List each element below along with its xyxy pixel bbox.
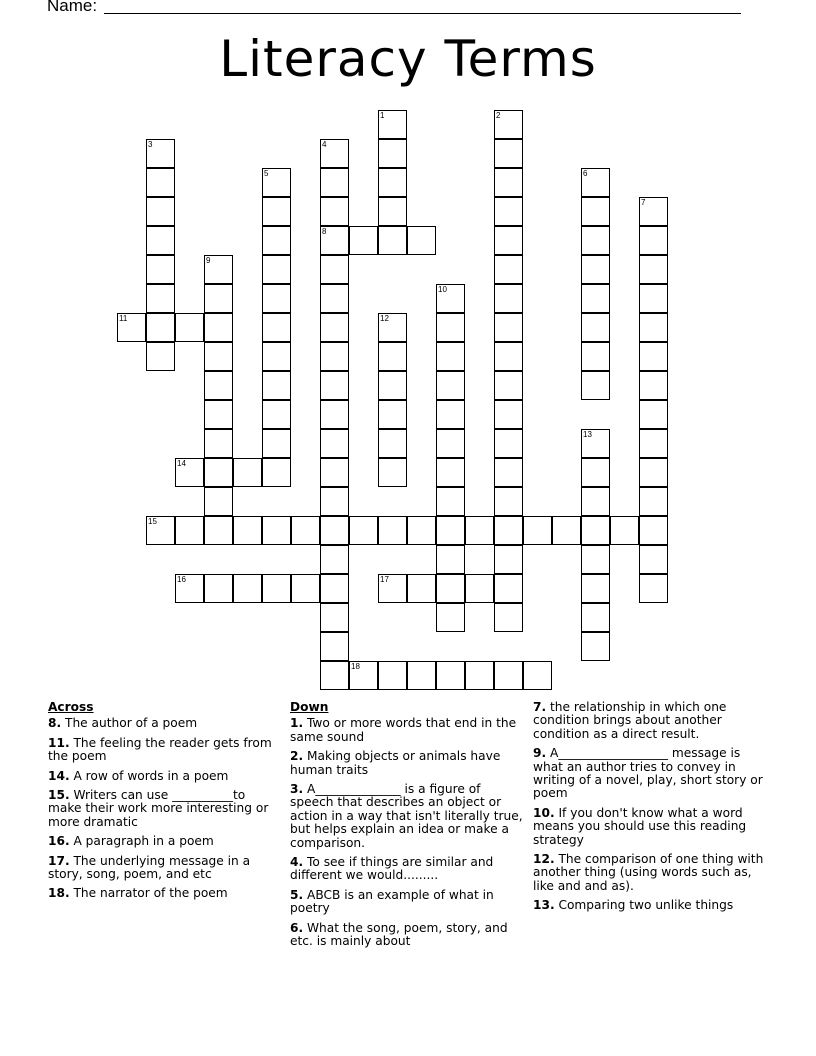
clue-item-text: The narrator of the poem: [69, 886, 228, 901]
clue-number: 18: [351, 662, 360, 671]
crossword-cell[interactable]: [436, 313, 465, 342]
crossword-cell[interactable]: [581, 371, 610, 400]
crossword-cell[interactable]: [378, 661, 407, 690]
crossword-cell[interactable]: [233, 516, 262, 545]
crossword-cell[interactable]: [581, 487, 610, 516]
crossword-cell[interactable]: [581, 603, 610, 632]
crossword-cell[interactable]: [378, 197, 407, 226]
crossword-cell[interactable]: [523, 516, 552, 545]
crossword-cell[interactable]: [494, 487, 523, 516]
crossword-cell[interactable]: [320, 458, 349, 487]
across-clues: [48, 701, 278, 907]
clue-item-number: 13.: [533, 898, 555, 913]
clue-item: [290, 889, 525, 916]
crossword-cell[interactable]: [204, 342, 233, 371]
clue-item-text: A paragraph in a poem: [69, 834, 214, 849]
crossword-cell[interactable]: [378, 429, 407, 458]
crossword-cell[interactable]: [320, 342, 349, 371]
across-heading: Across: [48, 700, 94, 714]
crossword-cell[interactable]: [581, 313, 610, 342]
crossword-cell[interactable]: [320, 487, 349, 516]
clue-item-number: 12.: [533, 852, 555, 867]
crossword-cell[interactable]: [639, 429, 668, 458]
crossword-cell[interactable]: [262, 255, 291, 284]
clue-item-text: A row of words in a poem: [69, 768, 229, 783]
crossword-cell[interactable]: [465, 574, 494, 603]
crossword-cell[interactable]: [378, 226, 407, 255]
clue-item-text: What the song, poem, story, and etc. is mainly about: [290, 920, 508, 949]
clue-item-text: Comparing two unlike things: [554, 898, 734, 913]
clue-item: [48, 737, 278, 764]
clue-item: [48, 770, 278, 783]
crossword-cell[interactable]: [204, 574, 233, 603]
clue-item-number: 1.: [290, 716, 304, 731]
crossword-cell[interactable]: [494, 371, 523, 400]
crossword-cell[interactable]: [407, 574, 436, 603]
clue-item-text: Making objects or animals have human traits: [290, 749, 501, 777]
crossword-cell[interactable]: [639, 342, 668, 371]
crossword-cell[interactable]: [494, 255, 523, 284]
crossword-cell[interactable]: [523, 661, 552, 690]
crossword-cell[interactable]: [320, 632, 349, 661]
crossword-cell[interactable]: [639, 226, 668, 255]
clue-item-text: the relationship in which one condition brings about another condition as a direct result.: [533, 700, 727, 741]
crossword-cell[interactable]: [494, 458, 523, 487]
crossword-cell[interactable]: [262, 516, 291, 545]
crossword-cell[interactable]: [233, 574, 262, 603]
crossword-cell[interactable]: [494, 603, 523, 632]
crossword-cell[interactable]: [146, 255, 175, 284]
crossword-cell[interactable]: [320, 661, 349, 690]
clue-item: [533, 899, 768, 912]
clue-item-text: If you don't know what a word means you should use this reading strategy: [533, 805, 747, 847]
crossword-cell[interactable]: [494, 545, 523, 574]
crossword-cell[interactable]: [204, 284, 233, 313]
crossword-cell[interactable]: [465, 516, 494, 545]
clue-item-number: 6.: [290, 920, 304, 935]
clue-item-text: The feeling the reader gets from the poem: [48, 735, 272, 764]
crossword-cell[interactable]: [320, 197, 349, 226]
crossword-cell[interactable]: [262, 226, 291, 255]
crossword-cell[interactable]: [204, 400, 233, 429]
crossword-cell[interactable]: [581, 545, 610, 574]
crossword-cell[interactable]: [146, 197, 175, 226]
clue-item-text: A______________ is a figure of speech that describes an object or action in a way that isn't literally true, but helps explain an idea or make a comparison.: [290, 782, 523, 850]
clue-item-number: 15.: [48, 788, 70, 803]
crossword-cell[interactable]: [204, 429, 233, 458]
crossword-cell[interactable]: [146, 313, 175, 342]
crossword-cell[interactable]: [378, 371, 407, 400]
clue-number: 1: [380, 111, 385, 120]
crossword-cell[interactable]: [407, 516, 436, 545]
crossword-cell[interactable]: [320, 168, 349, 197]
crossword-cell[interactable]: [175, 516, 204, 545]
crossword-cell[interactable]: [378, 458, 407, 487]
crossword-cell[interactable]: [494, 574, 523, 603]
clue-item-number: 8.: [48, 716, 62, 731]
clue-item-number: 11.: [48, 735, 70, 750]
crossword-cell[interactable]: [378, 516, 407, 545]
crossword-cell[interactable]: [320, 313, 349, 342]
crossword-cell[interactable]: [320, 516, 349, 545]
crossword-cell[interactable]: [639, 371, 668, 400]
down-clues: [290, 701, 525, 955]
crossword-cell[interactable]: [581, 284, 610, 313]
clue-number: 10: [438, 285, 447, 294]
crossword-cell[interactable]: [610, 516, 639, 545]
crossword-cell[interactable]: [320, 284, 349, 313]
crossword-cell[interactable]: [320, 545, 349, 574]
crossword-cell[interactable]: [349, 226, 378, 255]
crossword-cell[interactable]: [639, 545, 668, 574]
crossword-cell[interactable]: [581, 226, 610, 255]
crossword-cell[interactable]: [494, 168, 523, 197]
crossword-cell[interactable]: [436, 342, 465, 371]
clue-number: 12: [380, 314, 389, 323]
clue-item-number: 7.: [533, 700, 547, 714]
clue-item-number: 5.: [290, 887, 304, 902]
crossword-cell[interactable]: [436, 487, 465, 516]
clue-item: [48, 855, 278, 882]
page-title: Literacy Terms: [219, 30, 597, 88]
crossword-cell[interactable]: [581, 632, 610, 661]
crossword-cell[interactable]: [465, 661, 494, 690]
clue-item: [48, 835, 278, 848]
crossword-cell[interactable]: [494, 197, 523, 226]
crossword-cell[interactable]: [320, 574, 349, 603]
clue-item: [533, 701, 768, 741]
crossword-cell[interactable]: [378, 342, 407, 371]
crossword-cell[interactable]: [378, 400, 407, 429]
crossword-cell[interactable]: [262, 400, 291, 429]
crossword-cell[interactable]: [436, 545, 465, 574]
clue-item-number: 16.: [48, 834, 70, 849]
crossword-cell[interactable]: [262, 574, 291, 603]
crossword-cell[interactable]: [291, 574, 320, 603]
clue-item: [290, 783, 525, 850]
clue-item-text: The underlying message in a story, song, poem, and etc: [48, 853, 251, 882]
crossword-cell[interactable]: [407, 226, 436, 255]
crossword-cell[interactable]: [494, 342, 523, 371]
crossword-cell[interactable]: [639, 516, 668, 545]
crossword-cell[interactable]: [378, 139, 407, 168]
crossword-cell[interactable]: [233, 458, 262, 487]
crossword-cell[interactable]: [494, 516, 523, 545]
crossword-cell[interactable]: [320, 603, 349, 632]
crossword-cell[interactable]: [581, 342, 610, 371]
crossword-cell[interactable]: [262, 313, 291, 342]
clue-item: [290, 922, 525, 949]
crossword-cell[interactable]: [639, 574, 668, 603]
crossword-cell[interactable]: [407, 661, 436, 690]
clue-item-number: 3.: [290, 782, 304, 797]
crossword-cell[interactable]: [320, 429, 349, 458]
crossword-cell[interactable]: [262, 342, 291, 371]
clue-number: 11: [119, 314, 128, 323]
crossword-cell[interactable]: [262, 371, 291, 400]
crossword-cell[interactable]: [146, 284, 175, 313]
crossword-cell[interactable]: [639, 458, 668, 487]
clue-number: 16: [177, 575, 186, 584]
crossword-cell[interactable]: [639, 400, 668, 429]
clue-item: [48, 717, 278, 730]
crossword-cell[interactable]: [639, 313, 668, 342]
crossword-cell[interactable]: [204, 458, 233, 487]
clue-item-number: 4.: [290, 855, 304, 870]
crossword-cell[interactable]: [436, 574, 465, 603]
crossword-cell[interactable]: [494, 284, 523, 313]
clue-item: [48, 887, 278, 900]
crossword-cell[interactable]: [494, 661, 523, 690]
down-clues-continued: [533, 701, 768, 919]
crossword-cell[interactable]: [262, 284, 291, 313]
crossword-cell[interactable]: [378, 168, 407, 197]
crossword-cell[interactable]: [581, 574, 610, 603]
crossword-cell[interactable]: [146, 226, 175, 255]
crossword-cell[interactable]: [291, 516, 320, 545]
clue-item: [48, 789, 278, 829]
clue-number: 2: [496, 111, 501, 120]
crossword-cell[interactable]: [262, 458, 291, 487]
clue-item-text: The author of a poem: [61, 716, 198, 731]
clue-number: 4: [322, 140, 327, 149]
clue-item-number: 2.: [290, 749, 304, 764]
crossword-cell[interactable]: [581, 197, 610, 226]
crossword-cell[interactable]: [436, 661, 465, 690]
crossword-cell[interactable]: [436, 603, 465, 632]
crossword-cell[interactable]: [581, 516, 610, 545]
clue-item-number: 10.: [533, 805, 555, 820]
crossword-cell[interactable]: [494, 429, 523, 458]
clue-item-text: Two or more words that end in the same sound: [290, 716, 517, 744]
clue-item-text: Writers can use __________to make their work more interesting or more dramatic: [48, 788, 269, 829]
clue-item: [533, 807, 768, 847]
crossword-cell[interactable]: [175, 313, 204, 342]
crossword-cell[interactable]: [262, 429, 291, 458]
crossword-cell[interactable]: [494, 226, 523, 255]
clue-number: 14: [177, 459, 186, 468]
clue-number: 17: [380, 575, 389, 584]
clue-item-number: 14.: [48, 768, 70, 783]
clue-item: [290, 856, 525, 883]
crossword-cell[interactable]: [204, 516, 233, 545]
crossword-cell[interactable]: [494, 313, 523, 342]
crossword-cell[interactable]: [204, 371, 233, 400]
clue-item: [290, 717, 525, 744]
clue-number: 3: [148, 140, 153, 149]
clue-item-number: 17.: [48, 853, 70, 868]
clue-item-text: To see if things are similar and different we would.........: [290, 855, 494, 883]
clue-item-text: ABCB is an example of what in poetry: [290, 887, 494, 916]
clue-item-number: 18.: [48, 886, 70, 901]
clue-number: 7: [641, 198, 646, 207]
name-label: Name:: [47, 0, 98, 15]
clue-number: 5: [264, 169, 269, 178]
crossword-cell[interactable]: [436, 400, 465, 429]
clue-item-number: 9.: [533, 746, 547, 761]
clue-number: 9: [206, 256, 211, 265]
down-heading: Down: [290, 700, 329, 714]
crossword-cell[interactable]: [320, 371, 349, 400]
crossword-cell[interactable]: [262, 197, 291, 226]
crossword-cell[interactable]: [204, 487, 233, 516]
clue-number: 15: [148, 517, 157, 526]
crossword-cell[interactable]: [494, 400, 523, 429]
crossword-cell[interactable]: [436, 429, 465, 458]
clue-number: 6: [583, 169, 588, 178]
clue-item: [533, 747, 768, 801]
clue-item-text: A__________________ message is what an author tries to convey in writing of a novel, play, short story or poem: [533, 746, 763, 801]
crossword-cell[interactable]: [552, 516, 581, 545]
crossword-cell[interactable]: [494, 139, 523, 168]
crossword-cell[interactable]: [639, 255, 668, 284]
clue-number: 13: [583, 430, 592, 439]
crossword-cell[interactable]: [146, 342, 175, 371]
crossword-cell[interactable]: [639, 487, 668, 516]
crossword-cell[interactable]: [436, 371, 465, 400]
crossword-cell[interactable]: [581, 255, 610, 284]
clue-item-text: The comparison of one thing with another thing (using words such as, like and and as).: [533, 852, 764, 893]
crossword-cell[interactable]: [581, 458, 610, 487]
crossword-cell[interactable]: [639, 284, 668, 313]
crossword-cell[interactable]: [349, 516, 378, 545]
crossword-cell[interactable]: [320, 400, 349, 429]
crossword-cell[interactable]: [436, 516, 465, 545]
crossword-cell[interactable]: [436, 458, 465, 487]
crossword-cell[interactable]: [204, 313, 233, 342]
crossword-cell[interactable]: [320, 255, 349, 284]
clue-number: 8: [322, 227, 327, 236]
clue-item: [533, 853, 768, 893]
clue-item: [290, 750, 525, 777]
crossword-cell[interactable]: [146, 168, 175, 197]
